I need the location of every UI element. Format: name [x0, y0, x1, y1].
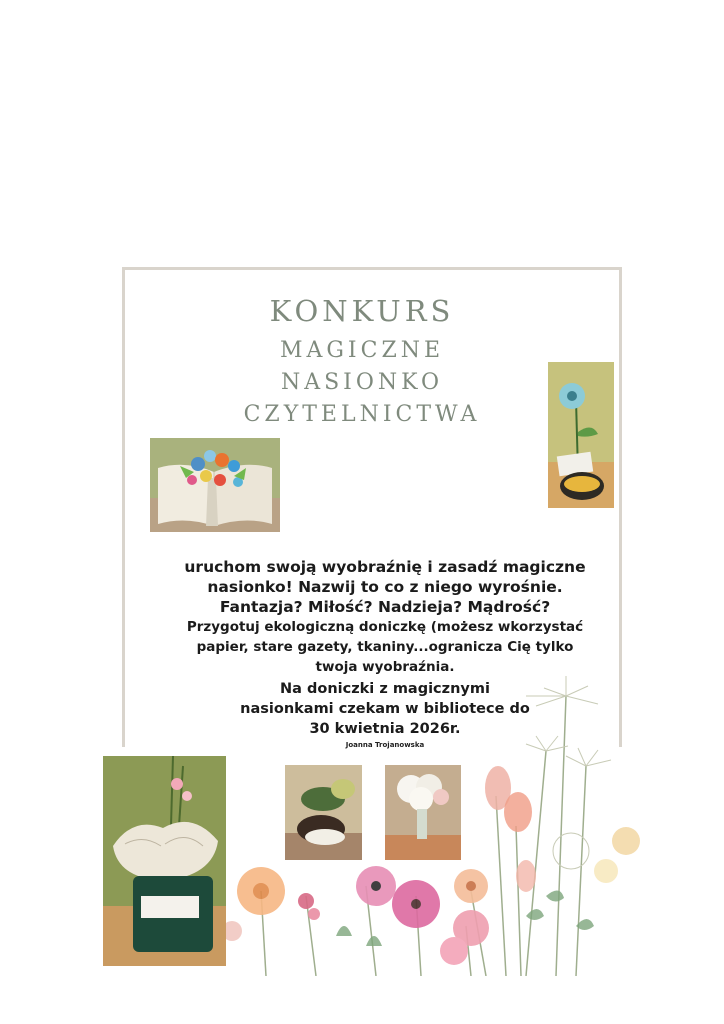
- instructions-line: papier, stare gazety, tkaniny...ogranicza Cię tylko: [196, 639, 574, 655]
- poster-title: KONKURS: [269, 294, 455, 328]
- instructions-line: Przygotuj ekologiczną doniczkę (możesz wkorzystać: [186, 619, 584, 635]
- intro-line: uruchom swoją wyobraźnię i zasadź magiczne: [184, 558, 586, 576]
- photo-paper-flower-pot: [548, 362, 614, 508]
- deadline-line: nasionkami czekam w bibliotece do: [240, 701, 530, 717]
- subtitle-line-1: MAGICZNE: [279, 338, 445, 363]
- intro-line: nasionko! Nazwij to co z niego wyrośnie.: [207, 578, 563, 596]
- deadline-line: Na doniczki z magicznymi: [280, 681, 490, 697]
- instructions-paragraph: [150, 617, 620, 677]
- subtitle-line-2: NASIONKO: [280, 370, 444, 395]
- photo-paper-bouquet: [103, 756, 226, 966]
- subtitle-line-3: CZYTELNICTWA: [243, 402, 481, 427]
- deadline-line: 30 kwietnia 2026r.: [309, 721, 461, 737]
- photo-book-flowers: [150, 438, 280, 532]
- intro-paragraph: [150, 557, 620, 617]
- signature: Joanna Trojanowska: [345, 741, 425, 749]
- instructions-line: twoja wyobraźnia.: [315, 659, 455, 675]
- photo-bottle-flowers: [385, 765, 461, 860]
- photo-hedgehog-pot: [285, 765, 362, 860]
- intro-line: Fantazja? Miłość? Nadzieja? Mądrość?: [219, 598, 551, 616]
